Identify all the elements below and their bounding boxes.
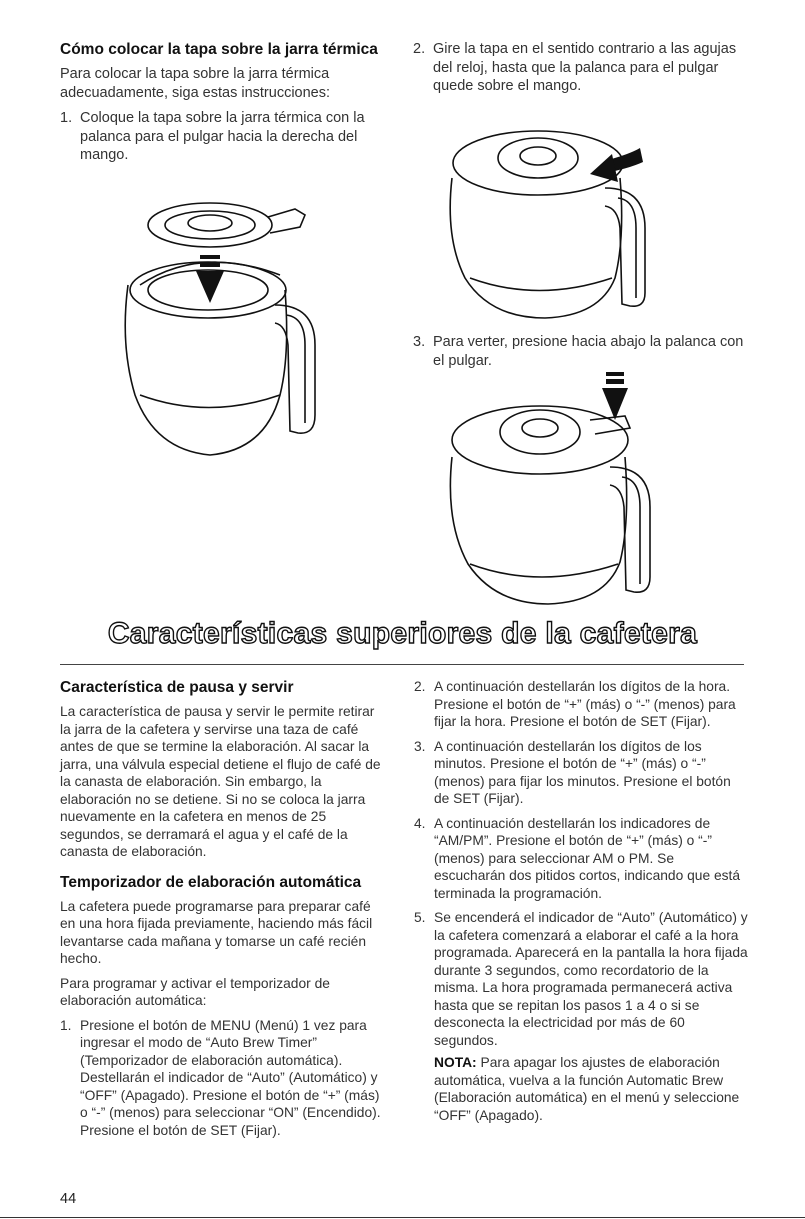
lid-step-1: 1. Coloque la tapa sobre la jarra térmica con la palanca para el pulgar hacia la derecha del mango. — [60, 110, 365, 163]
carafe-lid-placement-icon — [110, 195, 330, 465]
top-right-step3 — [413, 333, 748, 377]
carafe-lid-rotate-illustration — [440, 118, 660, 323]
lid-heading: Cómo colocar la tapa sobre la jarra térmica — [60, 41, 378, 58]
timer-step-3: 3. A continuación destellarán los dígitos de los minutos. Presione el botón de “+” (más) o “-” (menos) para fijar los minutos. Presione el botón de SET (Fijar). — [414, 738, 731, 806]
carafe-rotate-icon — [440, 118, 660, 323]
timer-step-5: 5. Se encenderá el indicador de “Auto” (Automático) y la cafetera comenzará a elaborar el café a la hora programada. Aparecerá en la pantalla la hora fijada durante 3 segundos, como recordatorio de la misma. La hora programada permanecerá activa hasta que se repitan los pasos 1 a 4 o si se desconecta la electricidad por más de 60 segundos. — [414, 910, 748, 1048]
carafe-lid-placement-illustration — [110, 195, 330, 465]
timer-text-1: La cafetera puede programarse para preparar café en una hora fijada previamente, haciendo más fácil levantarse cada mañana y tomarse un café recién hecho. — [60, 898, 373, 966]
bottom-left-column — [60, 678, 382, 1146]
lid-step-3: 3. Para verter, presione hacia abajo la palanca con el pulgar. — [413, 334, 744, 369]
timer-step-2: 2. A continuación destellarán los dígitos de la hora. Presione el botón de “+” (más) o “-” (menos) para fijar la hora. Presione el botón de SET (Fijar). — [414, 679, 736, 729]
section-divider — [60, 664, 744, 665]
carafe-pour-icon — [440, 372, 670, 607]
nota-paragraph — [414, 1054, 748, 1124]
section-title: Características superiores de la cafetera — [107, 617, 698, 650]
timer-step-4: 4. A continuación destellarán los indicadores de “AM/PM”. Presione el botón de “+” (más) o “-” (menos) para seleccionar AM o PM. Se escucharán dos pitidos cortos, indicando que está terminada la programación. — [414, 815, 741, 901]
top-left-column — [60, 40, 390, 172]
top-right-column — [413, 40, 748, 103]
pause-text: La característica de pausa y servir le permite retirar la jarra de la cafetera y servirse una taza de café antes de que se termine la elaboración. Al sacar la jarra, una válvula especial detiene el flujo de café de la canasta de elaboración. Sin embargo, la elaboración no se detiene. Si no se coloca la jarra nuevamente en la cafetera en menos de 25 segundos, se derramará el agua y el café de la canasta de elaboración. — [60, 704, 381, 859]
timer-step-1: 1. Presione el botón de MENU (Menú) 1 vez para ingresar el modo de “Auto Brew Timer” (Temporizador de elaboración automática). Destellarán el indicador de “Auto” (Automático) y “OFF” (Apagado). Presione el botón de “+” (más) o “-” (menos) para seleccionar “ON” (Encendido). Presione el botón de SET (Fijar). — [60, 1017, 381, 1138]
page-number: 44 — [60, 1191, 77, 1207]
nota-text: Para apagar los ajustes de elaboración automática, vuelva a la función Automatic Brew (Elaboración automática) en el menú y seleccione “OFF” (Apagado). — [434, 1055, 740, 1123]
lid-step-2: 2. Gire la tapa en el sentido contrario a las agujas del reloj, hasta que la palanca para el pulgar quede sobre el mango. — [413, 41, 737, 94]
bottom-right-column — [414, 678, 748, 1131]
nota-label: NOTA: — [434, 1055, 477, 1070]
pause-heading: Característica de pausa y servir — [60, 679, 294, 696]
carafe-pour-lever-illustration — [440, 372, 670, 607]
page-bottom-rule — [0, 1217, 805, 1218]
timer-heading: Temporizador de elaboración automática — [60, 873, 362, 891]
timer-text-2: Para programar y activar el temporizador de elaboración automática: — [60, 975, 330, 1008]
lid-intro: Para colocar la tapa sobre la jarra térmica adecuadamente, siga estas instrucciones: — [60, 66, 331, 101]
